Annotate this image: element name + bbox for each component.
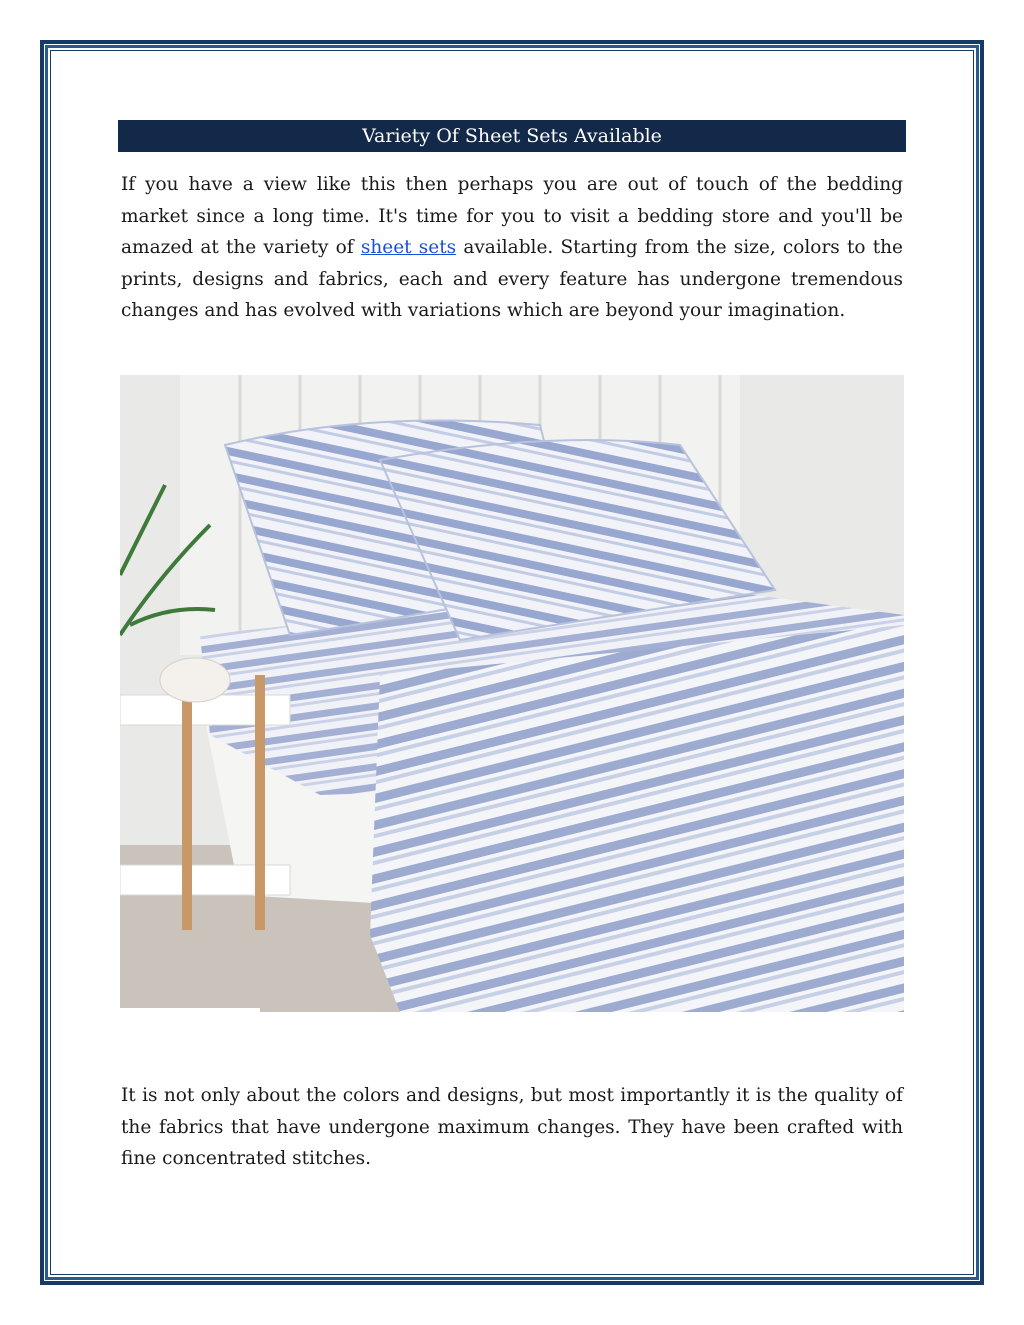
intro-paragraph: [121, 169, 903, 327]
sheet-sets-link[interactable]: sheet sets: [360, 237, 457, 258]
section-heading: Variety Of Sheet Sets Available: [118, 120, 906, 152]
seashell: [160, 658, 230, 702]
closing-paragraph: It is not only about the colors and designs, but most importantly it is the quality of the fabrics that have undergone maximum changes. They have been crafted with fine concentrated stitches.: [121, 1085, 903, 1169]
flat-sheet: [370, 625, 904, 1012]
intro-text-end: available. Starting from the size, colors to the prints, designs and fabrics, each and every feature has undergone tremendous changes and has evolved with variations which are beyond your imagination.: [121, 237, 904, 321]
bedding-photo: [120, 375, 904, 1012]
intro-text-start: If you have a view like this then perhaps you are out of touch of the bedding market since a long time. It's time for you to visit a bedding store and you'll be amazed at the variety of: [121, 174, 903, 258]
photo-edge: [120, 1008, 260, 1012]
